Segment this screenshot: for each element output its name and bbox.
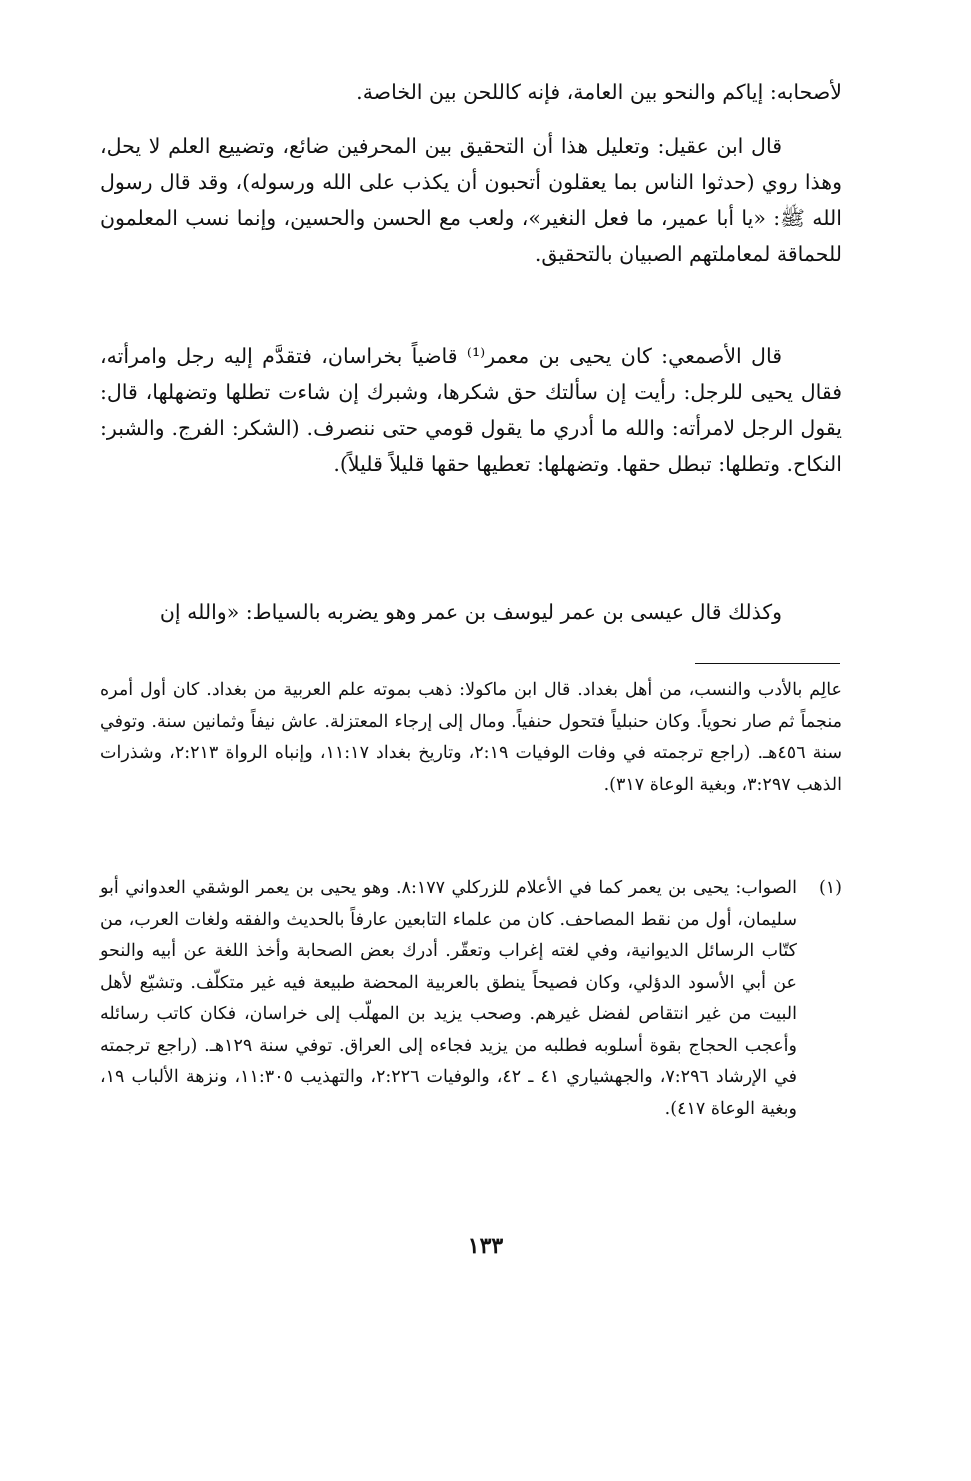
footnote-1 (100, 873, 842, 1125)
paragraph-continuation: لأصحابه: إياكم والنحو بين العامة، فإنه كاللحن بين الخاصة. (356, 80, 842, 104)
paragraph-isa-bin-umar: وكذلك قال عيسى بن عمر ليوسف بن عمر وهو يضربه بالسياط: «والله إن (159, 600, 782, 624)
paragraph-asmai: قال الأصمعي: كان يحيى بن معمر⁽¹⁾ قاضياً بخراسان، فتقدَّم إليه رجل وامرأته، فقال يحيى للرجل: رأيت إن سألتك حق شكرها، وشبرك إن شاءت تطلها وتضهلها، قال: يقول الرجل لامرأته: والله ما أدري ما يقول قومي حتى ننصرف. (الشكر: الفرج. والشبر: النكاح. وتطلها: تبطل حقها. وتضهلها: تعطيها حقها قليلاً قليلاً). (100, 344, 842, 476)
footnote-marker: (١) (818, 878, 842, 898)
footnote-1-text: الصواب: يحيى بن يعمر كما في الأعلام للزركلي ٨:١٧٧. وهو يحيى بن يعمر الوشقي العدواني أبو سليمان، أول من نقط المصاحف. كان من علماء التابعين عارفاً بالحديث والفقه ولغات العرب، من كتّاب الرسائل الديوانية، وفي لغته إغراب وتعقّر. أدرك بعض الصحابة وأخذ اللغة عن أبيه والنحو عن أبي الأسود الدؤلي، وكان فصيحاً ينطق بالعربية المحضة طبيعة فيه غير متكلّف. وتشيّع لأهل البيت من غير انتقاص لفضل غيرهم. وصحب يزيد بن المهلّب إلى خراسان، فكان كاتب رسائله وأعجب الحجاج بقوة أسلوبه فطلبه من يزيد فجاءه إلى العراق. توفي سنة ١٢٩هـ. (راجع ترجمته في الإرشاد ٧:٢٩٦، والجهشياري ٤١ ـ ٤٢، والوفيات ٢:٢٢٦، والتهذيب ١١:٣٠٥، ونزهة الألباب ١٩، وبغية الوعاة ٤١٧). (100, 878, 798, 1119)
paragraph-ibn-aqil: قال ابن عقيل: وتعليل هذا أن التحقيق بين المحرفين ضائع، وتضييع العلم لا يحل، وهذا روي (حدثوا الناس بما يعقلون أتحبون أن يكذب على الله ورسوله)، وقد قال رسول الله ﷺ: «يا أبا عمير، ما فعل النغير»، ولعب مع الحسن والحسين، وإنما نسب المعلمون للحماقة لمعاملتهم الصبيان بالتحقيق. (100, 134, 842, 266)
page-number: ١٣٣ (467, 1233, 504, 1259)
footnote-separator (695, 663, 840, 664)
footnote-continued: عالِم بالأدب والنسب، من أهل بغداد. قال ابن ماكولا: ذهب بموته علم العربية من بغداد. كان أول أمره منجماً ثم صار نحوياً. وكان حنبلياً فتحول حنفياً. ومال إلى إرجاء المعتزلة. عاش نيفاً وثمانين سنة. وتوفي سنة ٤٥٦هـ. (راجع ترجمته في وفات الوفيات ٢:١٩، وتاريخ بغداد ١١:١٧، وإنباه الرواة ٢:٢١٣، وشذرات الذهب ٣:٢٩٧، وبغية الوعاة ٣١٧). (100, 680, 843, 795)
